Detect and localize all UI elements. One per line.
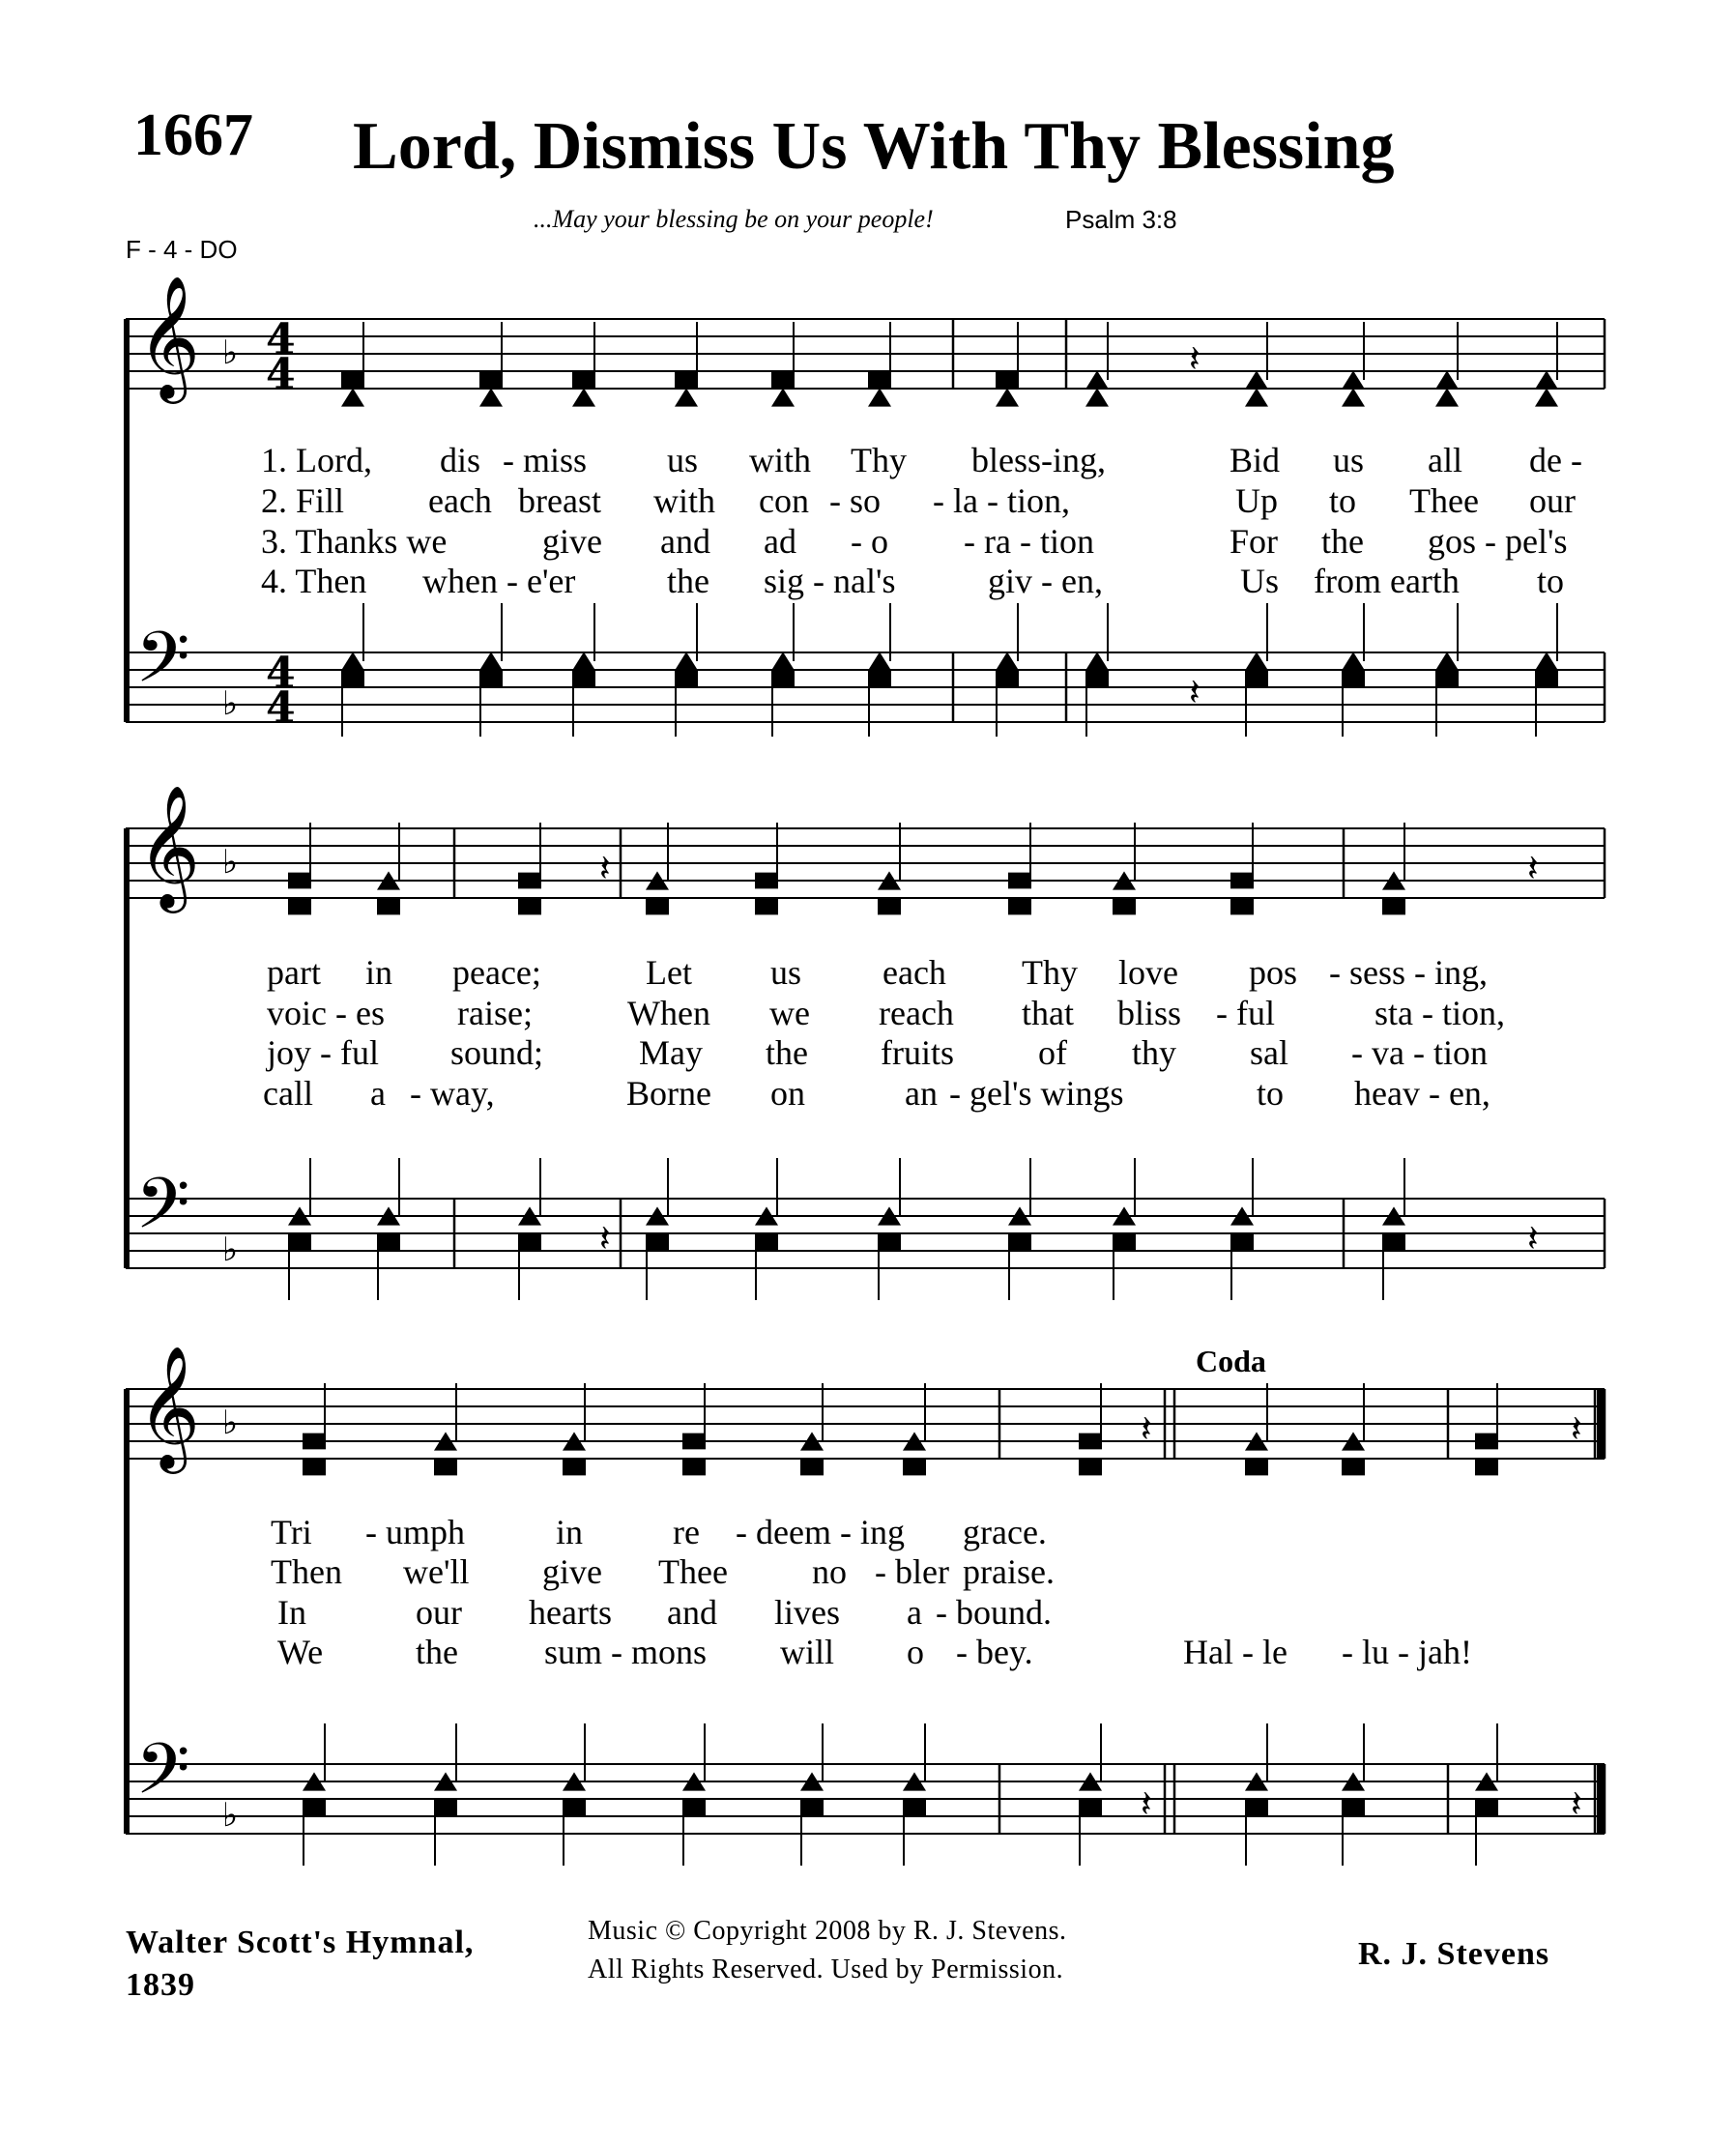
lyric-syllable: no [812, 1552, 847, 1591]
lyric-syllable: - bler [875, 1552, 949, 1591]
lyric-syllable: - miss [503, 441, 588, 479]
lyric-syllable: 2. Fill [261, 481, 345, 520]
note-head [479, 388, 503, 406]
note-head [1382, 899, 1405, 915]
note-head [1008, 899, 1031, 915]
flat-icon: ♭ [222, 843, 239, 882]
source-line-2: 1839 [126, 1967, 195, 2003]
note-head [1342, 388, 1365, 406]
lyric-syllable: hearts [529, 1593, 612, 1632]
note-head [1342, 652, 1365, 670]
note-head [1085, 671, 1109, 687]
lyric-syllable: in [556, 1513, 584, 1551]
lyric-syllable: and [667, 1593, 717, 1632]
lyric-syllable: dis [440, 441, 481, 479]
note-head [675, 372, 698, 389]
note-head [1245, 652, 1268, 670]
lyric-syllable: Us [1240, 562, 1280, 600]
note-head [1475, 1800, 1498, 1816]
note-head [1535, 370, 1558, 389]
lyric-syllable: Hal - le [1183, 1633, 1288, 1671]
note-head [1342, 370, 1365, 389]
lyric-syllable: each [428, 481, 492, 520]
lyric-syllable: sta - tion, [1374, 994, 1505, 1032]
lyric-syllable: in [365, 953, 393, 992]
note-head [868, 388, 891, 406]
lyric-syllable: 1. Lord, [261, 441, 372, 479]
lyric-syllable: - va - tion [1351, 1033, 1488, 1072]
lyric-syllable: - gel's wings [949, 1074, 1124, 1113]
lyric-syllable: Thee [1409, 481, 1479, 520]
lyric-syllable: our [416, 1593, 462, 1632]
note-head [1230, 899, 1254, 915]
note-head [1113, 899, 1136, 915]
lyric-syllable: our [1529, 481, 1576, 520]
lyric-syllable: give [542, 1552, 602, 1591]
lyric-syllable: lives [774, 1593, 840, 1632]
note-head [1008, 1234, 1031, 1251]
time-signature-numerator: 4 [266, 649, 296, 698]
lyric-syllable: May [639, 1033, 703, 1072]
bass-clef-icon: 𝄢 [135, 1162, 190, 1261]
lyric-syllable: re [673, 1513, 700, 1551]
lyric-syllable: bless-ing, [971, 441, 1106, 479]
lyric-syllable: an [905, 1074, 938, 1113]
note-head [1535, 652, 1558, 670]
note-head [303, 1433, 326, 1450]
note-head [996, 671, 1019, 687]
lyric-syllable: Thy [1022, 953, 1078, 992]
note-head [771, 372, 795, 389]
note-head [288, 1234, 311, 1251]
lyric-syllable: Thee [658, 1552, 728, 1591]
note-head [903, 1460, 926, 1476]
lyric-syllable: when - e'er [422, 562, 576, 600]
note-head [341, 671, 364, 687]
coda-label: Coda [1196, 1344, 1266, 1378]
lyric-syllable: to [1257, 1074, 1285, 1113]
lyric-syllable: we'll [403, 1552, 470, 1591]
time-signature-denominator: 4 [266, 350, 296, 399]
note-head [996, 388, 1019, 406]
note-head [1008, 873, 1031, 889]
note-head [1535, 388, 1558, 406]
lyric-syllable: the [416, 1633, 458, 1671]
treble-clef-icon: 𝄞 [137, 275, 201, 398]
note-head [288, 873, 311, 889]
note-head [1230, 1234, 1254, 1251]
note-head [479, 671, 503, 687]
lyric-syllable: sig - nal's [764, 562, 896, 600]
source-line-1: Walter Scott's Hymnal, [126, 1925, 475, 1960]
key-signature-label: F - 4 - DO [126, 235, 238, 264]
note-head [1475, 1460, 1498, 1476]
note-head [1079, 1460, 1102, 1476]
lyric-syllable: us [1333, 441, 1365, 479]
quarter-rest-icon: 𝄽 [1141, 1782, 1152, 1825]
flat-icon: ♭ [222, 1231, 239, 1269]
lyric-syllable: the [1321, 522, 1364, 561]
lyric-syllable: from earth [1314, 562, 1460, 600]
hymn-title: Lord, Dismiss Us With Thy Blessing [353, 109, 1395, 184]
lyric-syllable: give [542, 522, 602, 561]
lyric-syllable: Up [1235, 481, 1278, 520]
lyric-syllable: call [263, 1074, 313, 1113]
quarter-rest-icon: 𝄽 [1571, 1407, 1582, 1450]
lyric-syllable: and [660, 522, 710, 561]
note-head [377, 899, 400, 915]
lyric-syllable: - way, [410, 1074, 495, 1113]
lyric-syllable: ad [764, 522, 796, 561]
lyric-syllable: joy - ful [267, 1033, 379, 1072]
lyric-syllable: For [1230, 522, 1279, 561]
lyric-syllable: Bid [1230, 441, 1281, 479]
note-head [341, 652, 364, 670]
lyric-syllable: - ful [1216, 994, 1275, 1032]
quarter-rest-icon: 𝄽 [1571, 1782, 1582, 1825]
lyric-syllable: will [780, 1633, 835, 1671]
final-barline [1597, 1764, 1605, 1834]
note-head [868, 372, 891, 389]
note-head [572, 652, 595, 670]
note-head [800, 1800, 824, 1816]
note-head [1085, 652, 1109, 670]
copyright-line-2: All Rights Reserved. Used by Permission. [588, 1955, 1064, 1984]
lyric-syllable: de - [1529, 441, 1582, 479]
lyric-syllable: breast [518, 481, 601, 520]
lyric-syllable: a [370, 1074, 386, 1113]
lyric-syllable: 3. Thanks we [261, 522, 448, 561]
lyric-syllable: - deem - ing [736, 1513, 905, 1551]
hymn-number: 1667 [133, 102, 253, 168]
note-head [572, 372, 595, 389]
lyric-syllable: In [277, 1593, 306, 1632]
note-head [1113, 1234, 1136, 1251]
lyric-syllable: Then [271, 1552, 342, 1591]
lyric-syllable: con [759, 481, 809, 520]
note-head [1230, 873, 1254, 889]
lyric-syllable: with [653, 481, 716, 520]
time-signature-denominator: 4 [266, 683, 296, 733]
note-head [1342, 1800, 1365, 1816]
lyric-syllable: 4. Then [261, 562, 367, 600]
lyric-syllable: - bey. [956, 1633, 1033, 1671]
lyric-syllable: When [627, 994, 710, 1032]
note-head [563, 1800, 586, 1816]
lyric-syllable: Thy [851, 441, 907, 479]
lyric-syllable: grace. [963, 1513, 1047, 1551]
lyric-syllable: Tri [271, 1513, 312, 1551]
lyric-syllable: each [882, 953, 946, 992]
note-head [755, 1234, 778, 1251]
lyric-syllable: gos - pel's [1428, 522, 1568, 561]
note-head [755, 873, 778, 889]
note-head [1435, 370, 1459, 389]
lyric-syllable: - ra - tion [964, 522, 1094, 561]
note-head [996, 372, 1019, 389]
note-head [1435, 388, 1459, 406]
lyric-syllable: fruits [881, 1033, 954, 1072]
scripture-quote: ...May your blessing be on your people! [534, 205, 934, 233]
lyric-syllable: Let [646, 953, 692, 992]
note-head [1535, 671, 1558, 687]
note-head [996, 652, 1019, 670]
lyric-syllable: - la - tion, [933, 481, 1070, 520]
note-head [682, 1460, 706, 1476]
note-head [1085, 388, 1109, 406]
quarter-rest-icon: 𝄽 [599, 847, 611, 889]
flat-icon: ♭ [222, 333, 239, 372]
lyric-syllable: the [667, 562, 709, 600]
quarter-rest-icon: 𝄽 [599, 1217, 611, 1260]
time-signature-numerator: 4 [266, 315, 296, 364]
system-brace [124, 319, 130, 722]
note-head [1085, 370, 1109, 389]
quarter-rest-icon: 𝄽 [1527, 1217, 1539, 1260]
note-head [903, 1800, 926, 1816]
note-head [572, 388, 595, 406]
lyric-syllable: Borne [626, 1074, 711, 1113]
lyric-syllable: thy [1132, 1033, 1177, 1072]
lyric-syllable: pos [1249, 953, 1298, 992]
note-head [1342, 1460, 1365, 1476]
note-head [479, 372, 503, 389]
note-head [868, 671, 891, 687]
note-head [771, 652, 795, 670]
note-head [1435, 671, 1459, 687]
note-head [1245, 671, 1268, 687]
bass-clef-icon: 𝄢 [135, 1727, 190, 1827]
lyric-syllable: a [907, 1593, 922, 1632]
note-head [800, 1460, 824, 1476]
note-head [771, 671, 795, 687]
lyric-syllable: we [769, 994, 810, 1032]
note-head [1079, 1433, 1102, 1450]
note-head [1245, 1460, 1268, 1476]
lyric-syllable: us [667, 441, 699, 479]
lyric-syllable: to [1537, 562, 1565, 600]
scripture-reference: Psalm 3:8 [1065, 205, 1177, 234]
note-head [1079, 1800, 1102, 1816]
lyric-syllable: - o [851, 522, 888, 561]
note-head [1435, 652, 1459, 670]
quarter-rest-icon: 𝄽 [1141, 1407, 1152, 1450]
note-head [563, 1460, 586, 1476]
lyric-syllable: raise; [457, 994, 533, 1032]
text-source [126, 1922, 474, 2007]
note-head [878, 899, 901, 915]
note-head [1342, 671, 1365, 687]
note-head [518, 1234, 541, 1251]
flat-icon: ♭ [222, 1404, 239, 1442]
lyric-syllable: sum - mons [544, 1633, 708, 1671]
quarter-rest-icon: 𝄽 [1189, 671, 1201, 713]
note-head [377, 1234, 400, 1251]
quarter-rest-icon: 𝄽 [1189, 337, 1201, 380]
lyric-syllable: praise. [963, 1552, 1055, 1591]
note-head [878, 1234, 901, 1251]
lyric-syllable: reach [879, 994, 954, 1032]
treble-clef-icon: 𝄞 [137, 1345, 201, 1468]
lyric-syllable: sound; [450, 1033, 544, 1072]
note-head [646, 1234, 669, 1251]
note-head [434, 1800, 457, 1816]
lyric-syllable: with [749, 441, 812, 479]
flat-icon: ♭ [222, 684, 239, 723]
lyric-syllable: that [1022, 994, 1074, 1032]
note-head [434, 1460, 457, 1476]
bass-clef-icon: 𝄢 [135, 616, 190, 715]
note-head [518, 899, 541, 915]
lyric-syllable: - sess - ing, [1329, 953, 1488, 992]
treble-clef-icon: 𝄞 [137, 784, 201, 908]
lyric-syllable: part [267, 953, 321, 992]
lyric-syllable: peace; [452, 953, 541, 992]
lyric-syllable: on [770, 1074, 805, 1113]
note-head [1382, 1234, 1405, 1251]
note-head [341, 388, 364, 406]
note-head [771, 388, 795, 406]
lyric-syllable: giv - en, [988, 562, 1103, 600]
lyric-syllable: - so [829, 481, 881, 520]
note-head [755, 899, 778, 915]
system-brace [124, 1389, 130, 1834]
lyric-syllable: - bound. [936, 1593, 1052, 1632]
note-head [1245, 388, 1268, 406]
final-barline [1597, 1389, 1605, 1459]
lyric-syllable: voic - es [267, 994, 385, 1032]
lyric-syllable: the [766, 1033, 808, 1072]
note-head [1245, 1800, 1268, 1816]
note-head [341, 372, 364, 389]
note-head [303, 1800, 326, 1816]
copyright-notice [588, 1912, 1067, 1989]
lyric-syllable: love [1118, 953, 1178, 992]
composer-credit: R. J. Stevens [1358, 1936, 1550, 1972]
lyric-syllable: to [1329, 481, 1357, 520]
lyric-syllable: - umph [365, 1513, 465, 1551]
lyric-syllable: us [770, 953, 802, 992]
note-head [479, 652, 503, 670]
note-head [518, 873, 541, 889]
note-head [1245, 370, 1268, 389]
note-head [682, 1800, 706, 1816]
lyric-syllable: - lu - jah! [1342, 1633, 1472, 1671]
lyric-syllable: heav - en, [1354, 1074, 1490, 1113]
note-head [675, 652, 698, 670]
note-head [303, 1460, 326, 1476]
note-head [868, 652, 891, 670]
flat-icon: ♭ [222, 1796, 239, 1835]
lyric-syllable: of [1038, 1033, 1067, 1072]
note-head [682, 1433, 706, 1450]
quarter-rest-icon: 𝄽 [1527, 847, 1539, 889]
note-head [572, 671, 595, 687]
note-head [1475, 1433, 1498, 1450]
copyright-line-1: Music © Copyright 2008 by R. J. Stevens. [588, 1916, 1067, 1946]
note-head [646, 899, 669, 915]
note-head [288, 899, 311, 915]
lyric-syllable: o [907, 1633, 924, 1671]
lyric-syllable: bliss [1117, 994, 1182, 1032]
lyric-syllable: We [277, 1633, 324, 1671]
note-head [675, 671, 698, 687]
system-brace [124, 828, 130, 1268]
lyric-syllable: all [1428, 441, 1462, 479]
note-head [675, 388, 698, 406]
lyric-syllable: sal [1250, 1033, 1288, 1072]
